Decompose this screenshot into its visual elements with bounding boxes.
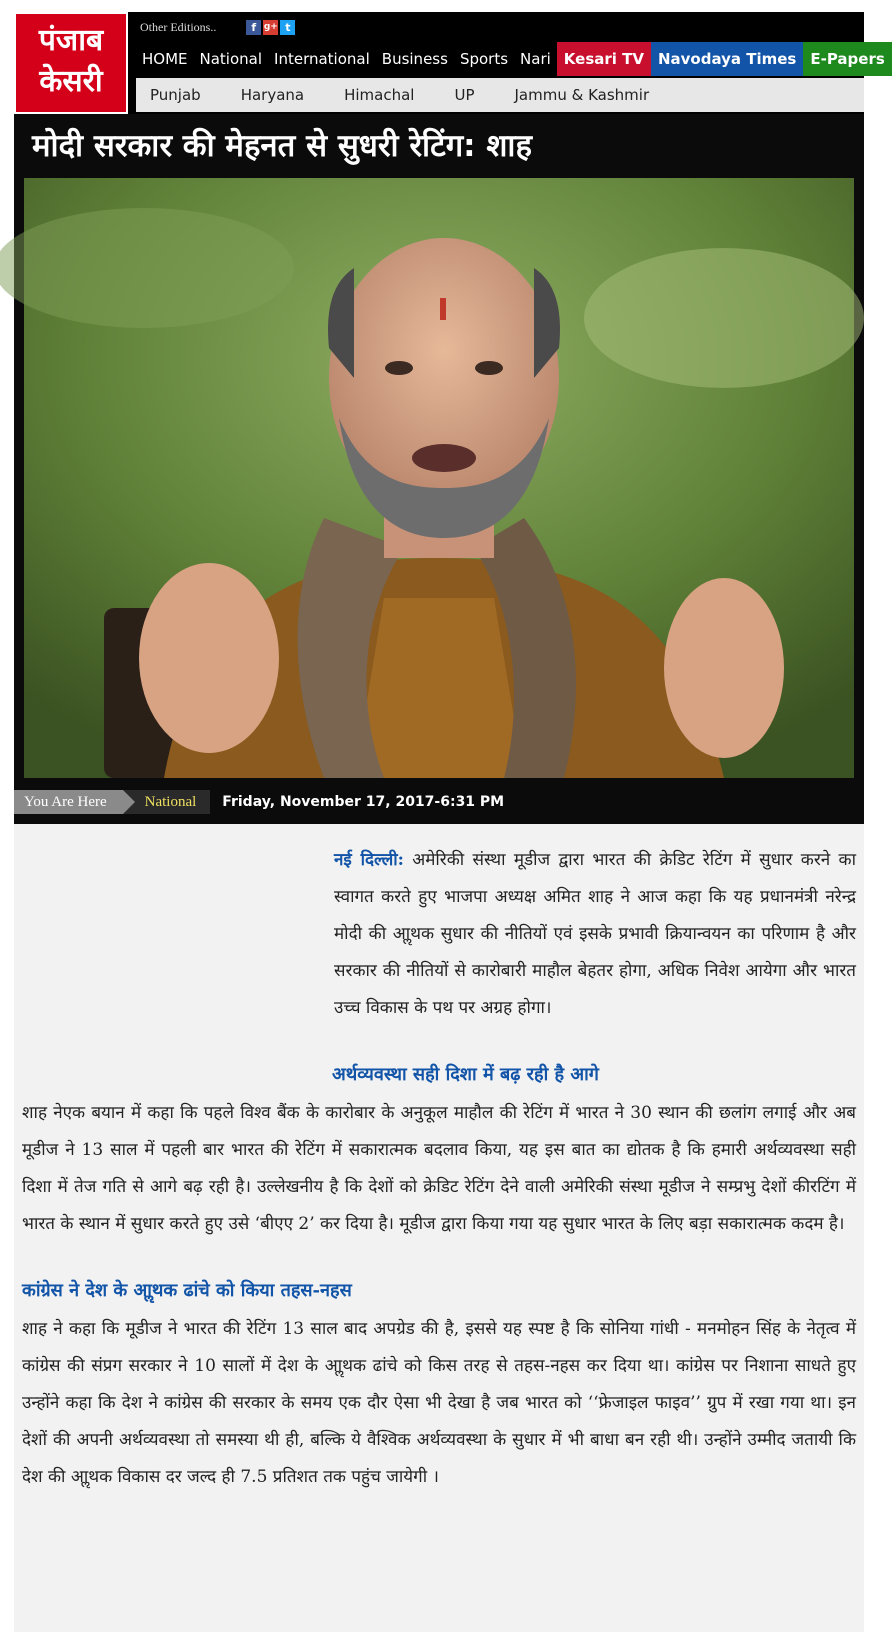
breadcrumb-you-are-here: You Are Here: [14, 790, 123, 814]
site-logo[interactable]: [14, 12, 128, 114]
logo-line-1: पंजाब: [38, 23, 104, 58]
breadcrumb-section-link[interactable]: National: [123, 790, 211, 814]
breadcrumb: [14, 790, 864, 814]
site-header: [14, 12, 885, 114]
subheading-economy: अर्थव्यवस्था सही दिशा में बढ़ रही है आगे: [332, 1064, 599, 1085]
paragraph-economy: शाह नेएक बयान में कहा कि पहले विश्व बैंक के कारोबार के अनुकूल माहौल की रेटिंग में भारत ने 30 स्थान की छलांग लगाई और अब मूडीज ने 13 साल में पहली बार भारत की रेटिंग में सकारात्मक बदलाव किया, यह इस बात का द्योतक है कि हमारी अर्थव्यवस्था सही दिशा में तेज गति से आगे बढ़ रही है। उल्लेखनीय है कि देशों को क्रेडिट रेटिंग देने वाली अमेरिकी संस्था मूडीज ने सम्प्रभु देशों कीरटिंग में भारत के स्थान में सुधार करते हुए उसे ‘बीएए 2’ कर दिया है। मूडीज द्वारा किया गया यह सुधार भारत के लिए बड़ा सकारात्मक कदम है।: [22, 1103, 856, 1234]
article-header: [14, 114, 864, 824]
article-body: [14, 824, 864, 1632]
nav-nari[interactable]: Nari: [520, 50, 551, 68]
top-line: [140, 16, 295, 38]
google-plus-icon[interactable]: g+: [263, 20, 278, 35]
subnav-haryana[interactable]: Haryana: [240, 86, 305, 104]
subnav-himachal[interactable]: Himachal: [344, 86, 415, 104]
facebook-icon[interactable]: f: [246, 20, 261, 35]
subnav-punjab[interactable]: Punjab: [150, 86, 201, 104]
subnav-jammu-kashmir[interactable]: Jammu & Kashmir: [514, 86, 650, 104]
article-title: मोदी सरकार की मेहनत से सुधरी रेटिंग: शाह: [32, 128, 532, 164]
page: [14, 12, 885, 1632]
lead-paragraph: [334, 842, 856, 1027]
nav-kesari-tv[interactable]: Kesari TV: [557, 42, 651, 76]
subnav-up[interactable]: UP: [454, 86, 475, 104]
paragraph-congress: शाह ने कहा कि मूडीज ने भारत की रेटिंग 13 साल बाद अपग्रेड की है, इससे यह स्पष्ट है कि सोनिया गांधी - मनमोहन सिंह के नेतृत्व में कांग्रेस की संप्रग सरकार ने 10 सालों में देश के आॢथक ढांचे को किस तरह से तहस-नहस कर दिया था। कांग्रेस पर निशाना साधते हुए उन्होंने कहा कि देश ने कांग्रेस की सरकार के समय एक दौर ऐसा भी देखा है जब भारत को ‘‘फ्रेजाइल फाइव’’ ग्रुप में रखा गया था। इन देशों की अपनी अर्थव्यवस्था तो समस्या थी ही, बल्कि ये वैश्विक अर्थव्यवस्था के सुधार में भी बाधा बन रही थी। उन्होंने उम्मीद जतायी कि देश की आॢथक विकास दर जल्द ही 7.5 प्रतिशत तक पहुंच जायेगी ।: [22, 1319, 856, 1487]
other-editions-link[interactable]: Other Editions..: [140, 19, 217, 34]
twitter-icon[interactable]: t: [280, 20, 295, 35]
logo-line-2: केसरी: [39, 64, 103, 99]
lead-text: अमेरिकी संस्था मूडीज द्वारा भारत की क्रेडिट रेटिंग में सुधार करने का स्वागत करते हुए भाजपा अध्यक्ष अमित शाह ने आज कहा कि यह प्रधानमंत्री नरेन्द्र मोदी की आॢथक सुधार की नीतियों एवं इसके प्रभावी क्रियान्वयन का परिणाम है और सरकार की नीतियों से कारोबारी माहौल बेहतर होगा, अधिक निवेश आयेगा और भारत उच्च विकास के पथ पर अग्रह होगा।: [334, 850, 856, 1018]
nav-sports[interactable]: Sports: [459, 50, 509, 68]
sub-nav: [136, 78, 864, 112]
nav-business[interactable]: Business: [381, 50, 448, 68]
subheading-congress: कांग्रेस ने देश के आॢथक ढांचे को किया तहस-नहस: [22, 1280, 352, 1301]
nav-national[interactable]: National: [199, 50, 263, 68]
article-date: Friday, November 17, 2017-6:31 PM: [222, 794, 505, 810]
article-photo-illustration: [24, 178, 854, 778]
dateline: नई दिल्ली:: [334, 850, 404, 870]
main-nav: [136, 42, 885, 76]
article-photo: [24, 178, 854, 778]
nav-navodaya-times[interactable]: Navodaya Times: [651, 42, 803, 76]
nav-international[interactable]: International: [274, 50, 370, 68]
nav-e-papers[interactable]: E-Papers: [803, 42, 891, 76]
nav-home[interactable]: HOME: [142, 50, 188, 68]
social-links: [246, 20, 295, 35]
